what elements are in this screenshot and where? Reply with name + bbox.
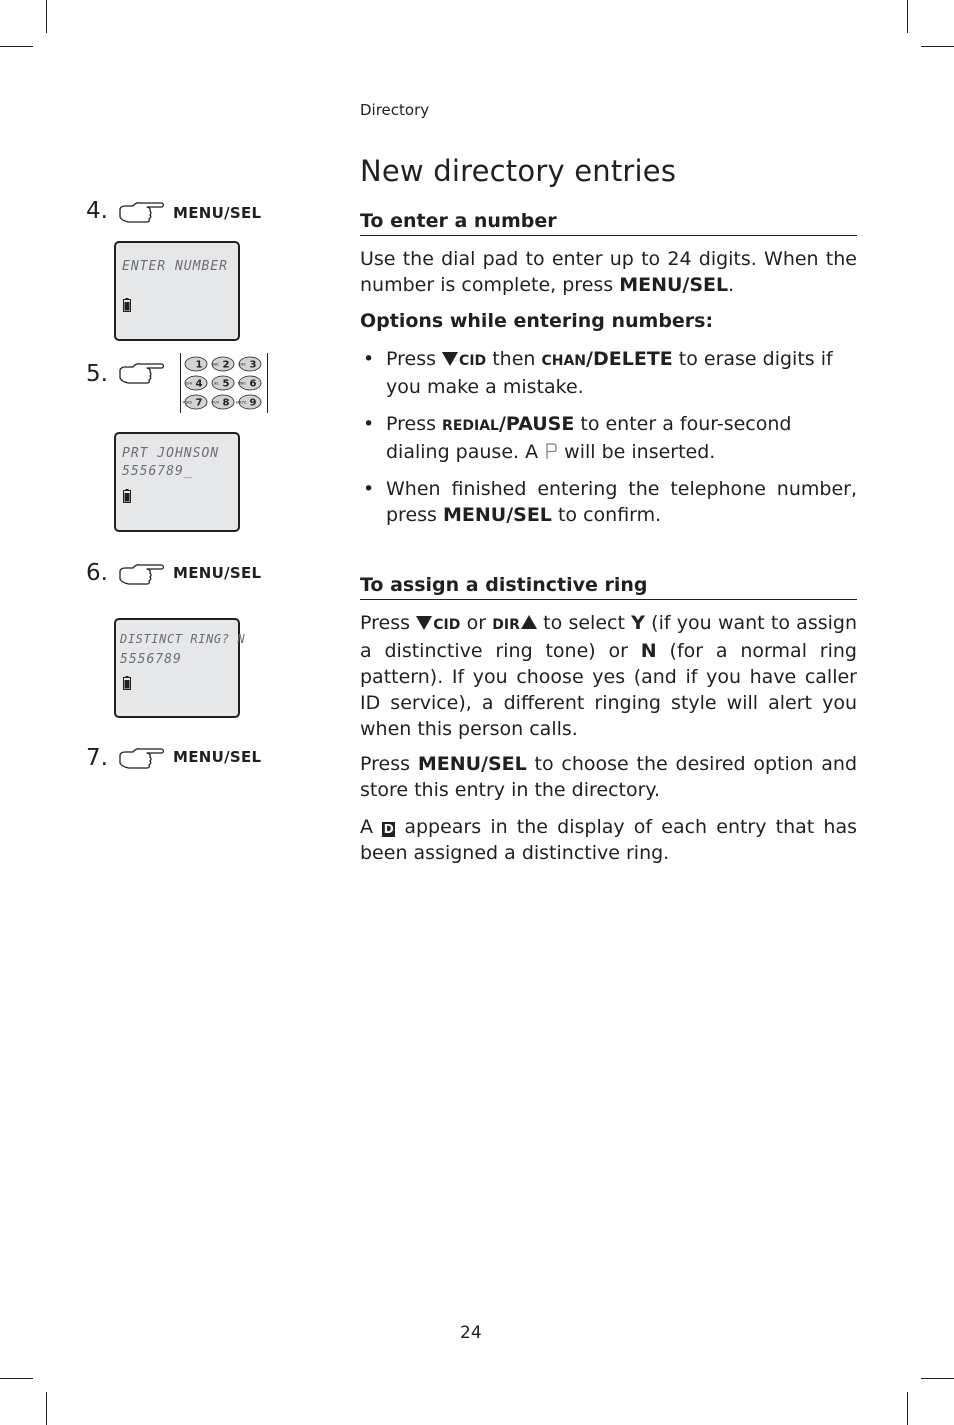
lcd-line: ENTER NUMBER xyxy=(122,259,228,274)
keypad-key xyxy=(185,357,207,371)
keypad-key-digit: 8 xyxy=(222,397,230,409)
keypad-key-digit: 3 xyxy=(249,359,257,371)
crop-mark xyxy=(921,46,954,47)
step-number-5: 5. xyxy=(86,361,108,387)
keypad-key xyxy=(212,376,234,390)
list-item: • When finished entering the telephone number, press MENU/SEL to confirm. xyxy=(363,478,857,526)
pointing-hand-icon xyxy=(117,746,165,772)
down-arrow-icon xyxy=(442,352,458,366)
keypad-key-letters: PQRS xyxy=(182,400,192,405)
enter-number-intro: Use the dial pad to enter up to 24 digits. When the number is complete, press MENU/SEL. xyxy=(360,248,857,296)
step-7-key: MENU/SEL xyxy=(173,748,262,766)
keypad-key-letters: ABC xyxy=(211,362,219,367)
crop-mark xyxy=(0,1378,33,1379)
step-number-6: 6. xyxy=(86,560,108,586)
keypad-key xyxy=(185,376,207,390)
crop-mark xyxy=(46,1392,47,1425)
keypad-key xyxy=(238,376,261,390)
lcd-screen xyxy=(114,618,246,718)
battery-icon xyxy=(123,489,131,503)
step-number-4: 4. xyxy=(86,198,108,224)
keypad-key-letters: MNO xyxy=(237,381,246,386)
keypad-key-letters: JKL xyxy=(213,381,219,386)
keypad-key-digit: 5 xyxy=(222,378,230,390)
list-item: • Press CID then CHAN/DELETE to erase digits if you make a mistake. xyxy=(363,348,833,398)
keypad-key xyxy=(236,395,261,409)
keypad-key-letters: TUV xyxy=(211,400,219,405)
keypad-key xyxy=(182,395,207,409)
distinctive-ring-heading: To assign a distinctive ring xyxy=(360,574,857,600)
crop-mark xyxy=(907,0,908,33)
dial-pad-icon xyxy=(180,353,268,413)
lcd-line: DISTINCT RING? N xyxy=(120,632,246,646)
lcd-screen xyxy=(114,432,240,532)
lcd-screen xyxy=(114,241,240,341)
lcd-line: 5556789_ xyxy=(122,464,193,479)
distinctive-para-2: Press MENU/SEL to choose the desired option and store this entry in the directory. xyxy=(360,753,858,801)
battery-icon xyxy=(123,298,131,312)
keypad-key xyxy=(239,357,261,371)
keypad-key-digit: 9 xyxy=(249,397,257,409)
distinctive-d-icon: D xyxy=(383,822,394,836)
battery-icon xyxy=(123,676,131,690)
keypad-key xyxy=(211,395,234,409)
options-list xyxy=(360,346,857,539)
crop-mark xyxy=(0,46,33,47)
keypad-key-letters: WXYZ xyxy=(235,400,246,405)
page-number: 24 xyxy=(460,1323,482,1343)
pointing-hand-icon xyxy=(117,361,165,387)
pointing-hand-icon xyxy=(117,562,165,588)
down-arrow-icon xyxy=(416,616,432,630)
crop-mark xyxy=(907,1392,908,1425)
distinctive-para-1: Press CID or DIR to select Y (if you want to assign a distinctive ring tone) or N (for a normal ring pattern). If you choose yes (and if you have caller ID service), a different ringing style will alert you when this person calls. xyxy=(360,612,858,740)
up-arrow-icon xyxy=(521,615,537,629)
keypad-key-digit: 4 xyxy=(195,378,203,390)
lcd-line: PRT JOHNSON xyxy=(122,446,220,461)
pointing-hand-icon xyxy=(117,200,165,226)
crop-mark xyxy=(921,1378,954,1379)
lcd-line: 5556789 xyxy=(120,652,182,667)
keypad-key xyxy=(212,357,234,371)
crop-mark xyxy=(46,0,47,33)
keypad-key-digit: 6 xyxy=(249,378,257,390)
keypad-key-digit: 7 xyxy=(195,397,203,409)
keypad-key-letters: GHI xyxy=(185,381,192,386)
keypad-key-digit: 1 xyxy=(195,359,203,371)
list-item: • Press REDIAL/PAUSE to enter a four-second dialing pause. A will be inserted. xyxy=(363,413,792,463)
enter-number-heading: To enter a number xyxy=(360,210,857,236)
page-title: New directory entries xyxy=(360,154,677,188)
running-header: Directory xyxy=(360,101,430,119)
step-6-key: MENU/SEL xyxy=(173,564,262,582)
keypad-key-letters: DEF xyxy=(239,362,246,367)
pause-p-icon xyxy=(544,442,558,460)
step-4-key: MENU/SEL xyxy=(173,204,262,222)
distinctive-para-3: A D appears in the display of each entry that has been assigned a distinctive ring. xyxy=(360,816,857,864)
options-heading: Options while entering numbers: xyxy=(360,310,714,332)
keypad-key-digit: 2 xyxy=(222,359,230,371)
step-number-7: 7. xyxy=(86,745,108,771)
